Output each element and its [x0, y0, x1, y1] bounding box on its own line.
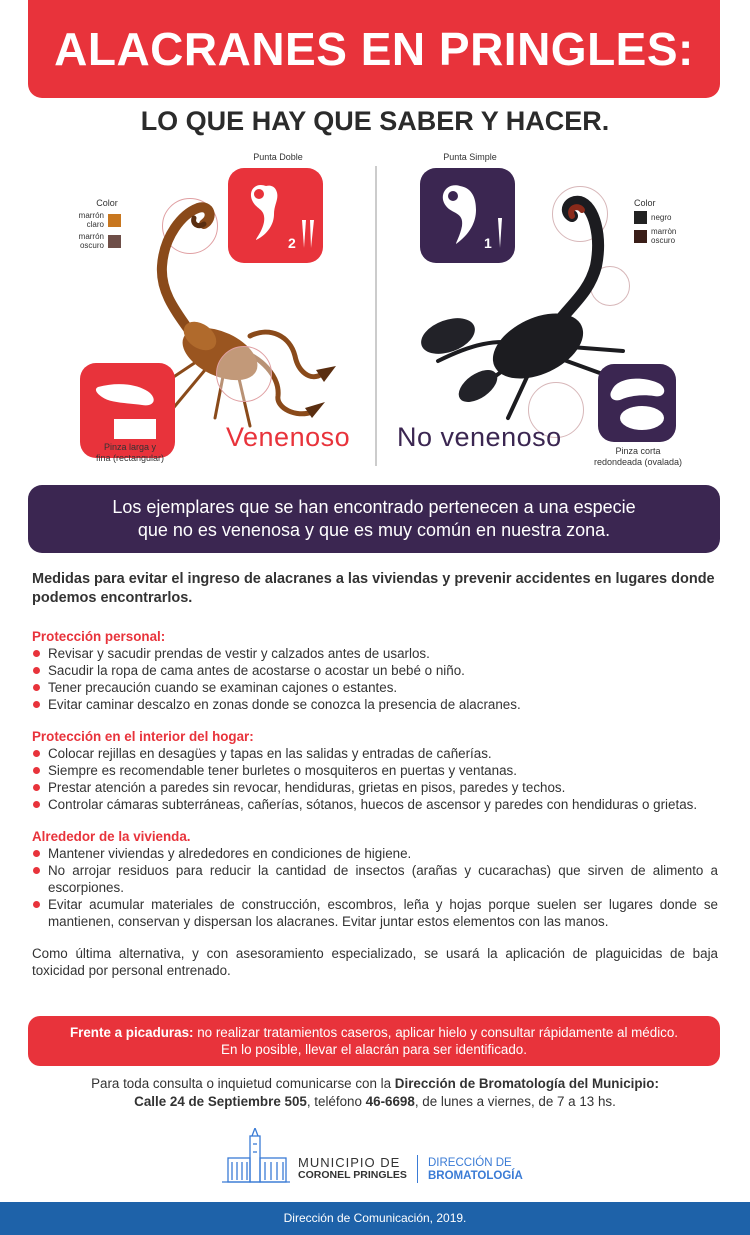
- section-title: Protección personal:: [32, 629, 166, 644]
- oval-pincer-tile: [598, 364, 676, 442]
- list-item: Siempre es recomendable tener burletes o mosquiteros en puertas y ventanas.: [32, 762, 718, 779]
- list-item: Evitar caminar descalzo en zonas donde se conozca la presencia de alacranes.: [32, 696, 718, 713]
- department-line: DIRECCIÓN DE: [428, 1157, 512, 1169]
- section-title: Protección en el interior del hogar:: [32, 729, 254, 744]
- double-tip-label: Punta Doble: [253, 152, 303, 162]
- contact-address: Calle 24 de Septiembre 505: [134, 1094, 307, 1109]
- municipality-logo: [220, 1128, 540, 1186]
- list-item: Sacudir la ropa de cama antes de acostarse o acostar un bebé o niño.: [32, 662, 718, 679]
- color-swatch-label: marrón oscuro: [78, 232, 104, 250]
- list-item: Controlar cámaras subterráneas, cañerías, sótanos, huecos de ascensor y paredes con hendiduras o grietas.: [32, 796, 718, 813]
- double-tip-number: 2: [288, 235, 296, 251]
- measures-list: [32, 845, 718, 930]
- color-swatch-label: marrón claro: [78, 211, 104, 229]
- long-pincer-label: [60, 442, 200, 464]
- list-item: Evitar acumular materiales de construcción, escombros, leña y hojas porque suelen ser lugares donde se mantienen, conservan y dispersan los alacranes. Evitar juntar estos elementos con las manos.: [32, 896, 718, 930]
- section-title: Alrededor de la vivienda.: [32, 829, 191, 844]
- alert-bold: Frente a picaduras:: [69, 1025, 194, 1040]
- measures-lead: Medidas para evitar el ingreso de alacranes a las viviendas y prevenir accidentes en lugares donde podemos encontrarlos.: [32, 571, 715, 606]
- around-home-section: [32, 828, 718, 930]
- city-hall-icon: [220, 1128, 292, 1186]
- department-name: [428, 1157, 523, 1183]
- page-title: ALACRANES EN PRINGLES:: [54, 23, 694, 75]
- municipality-name: [298, 1156, 407, 1182]
- contact-info: [0, 1075, 750, 1111]
- species-notice: [28, 485, 720, 553]
- scorpion-comparison: [0, 146, 750, 476]
- pincer-label-line: redondeada (ovalada): [593, 457, 683, 467]
- footer-bar: [0, 1202, 750, 1235]
- measures-list: [32, 745, 718, 813]
- notice-line: Los ejemplares que se han encontrado pertenecen a una especie: [112, 497, 636, 517]
- list-item: Prestar atención a paredes sin revocar, hendiduras, grietas en pisos, paredes y techos.: [32, 779, 718, 796]
- single-tip-number: 1: [484, 235, 492, 251]
- pincer-label-line: fina (rectangular): [95, 453, 165, 463]
- color-swatch-label: negro: [651, 213, 672, 222]
- pincer-zoom-ring: [216, 346, 272, 402]
- prevention-measures: [32, 570, 718, 979]
- venomous-label: Venenoso: [226, 422, 351, 452]
- list-item: Colocar rejillas en desagües y tapas en las salidas y entradas de cañerías.: [32, 745, 718, 762]
- contact-text: Para toda consulta o inquietud comunicarse con la: [91, 1076, 395, 1091]
- single-tip-label: Punta Simple: [443, 152, 497, 162]
- list-item: Revisar y sacudir prendas de vestir y calzados antes de usarlos.: [32, 645, 718, 662]
- color-legend-title: Color: [96, 198, 118, 208]
- non-venomous-label: No venenoso: [397, 422, 562, 452]
- footer-text: Dirección de Comunicación, 2019.: [283, 1211, 467, 1225]
- contact-line: [0, 1093, 750, 1111]
- logo-divider: [417, 1155, 418, 1183]
- contact-org: Dirección de Bromatología del Municipio:: [394, 1076, 659, 1091]
- comparison-divider: [375, 166, 377, 466]
- measures-list: [32, 645, 718, 713]
- oval-pincer-label: [578, 446, 698, 468]
- contact-phone: 46-6698: [365, 1094, 415, 1109]
- alert-line: [28, 1024, 720, 1041]
- contact-line: [0, 1075, 750, 1093]
- pincer-label-line: Pinza larga y: [103, 442, 157, 452]
- oval-pincer-icon: [598, 364, 676, 442]
- sting-alert: [28, 1016, 720, 1066]
- municipality-line: CORONEL PRINGLES: [298, 1169, 407, 1181]
- color-legend-title: Color: [634, 198, 656, 208]
- title-banner: [28, 0, 720, 98]
- list-item: No arrojar residuos para reducir la cantidad de insectos (arañas y cucarachas) que sirven de alimento a escorpiones.: [32, 862, 718, 896]
- contact-text: , teléfono: [306, 1094, 366, 1109]
- personal-protection-section: [32, 628, 718, 713]
- list-item: Mantener viviendas y alrededores en condiciones de higiene.: [32, 845, 718, 862]
- pincer-label-line: Pinza corta: [615, 446, 661, 456]
- color-swatch-label: marròn oscuro: [651, 227, 677, 245]
- notice-line: que no es venenosa y que es muy común en nuestra zona.: [137, 520, 611, 540]
- municipality-line: MUNICIPIO DE: [298, 1155, 401, 1170]
- page-subtitle: LO QUE HAY QUE SABER Y HACER.: [140, 106, 610, 136]
- contact-text: , de lunes a viernes, de 7 a 13 hs.: [414, 1094, 616, 1109]
- closing-paragraph: Como última alternativa, y con asesoramiento especializado, se usará la aplicación de plaguicidas de baja toxicidad por personal entrenado.: [32, 946, 718, 978]
- alert-line: En lo posible, llevar el alacrán para ser identificado.: [221, 1042, 527, 1057]
- alert-text: no realizar tratamientos caseros, aplicar hielo y consultar rápidamente al médico.: [193, 1025, 679, 1040]
- home-interior-section: [32, 728, 718, 813]
- list-item: Tener precaución cuando se examinan cajones o estantes.: [32, 679, 718, 696]
- department-line: BROMATOLOGÍA: [428, 1170, 523, 1182]
